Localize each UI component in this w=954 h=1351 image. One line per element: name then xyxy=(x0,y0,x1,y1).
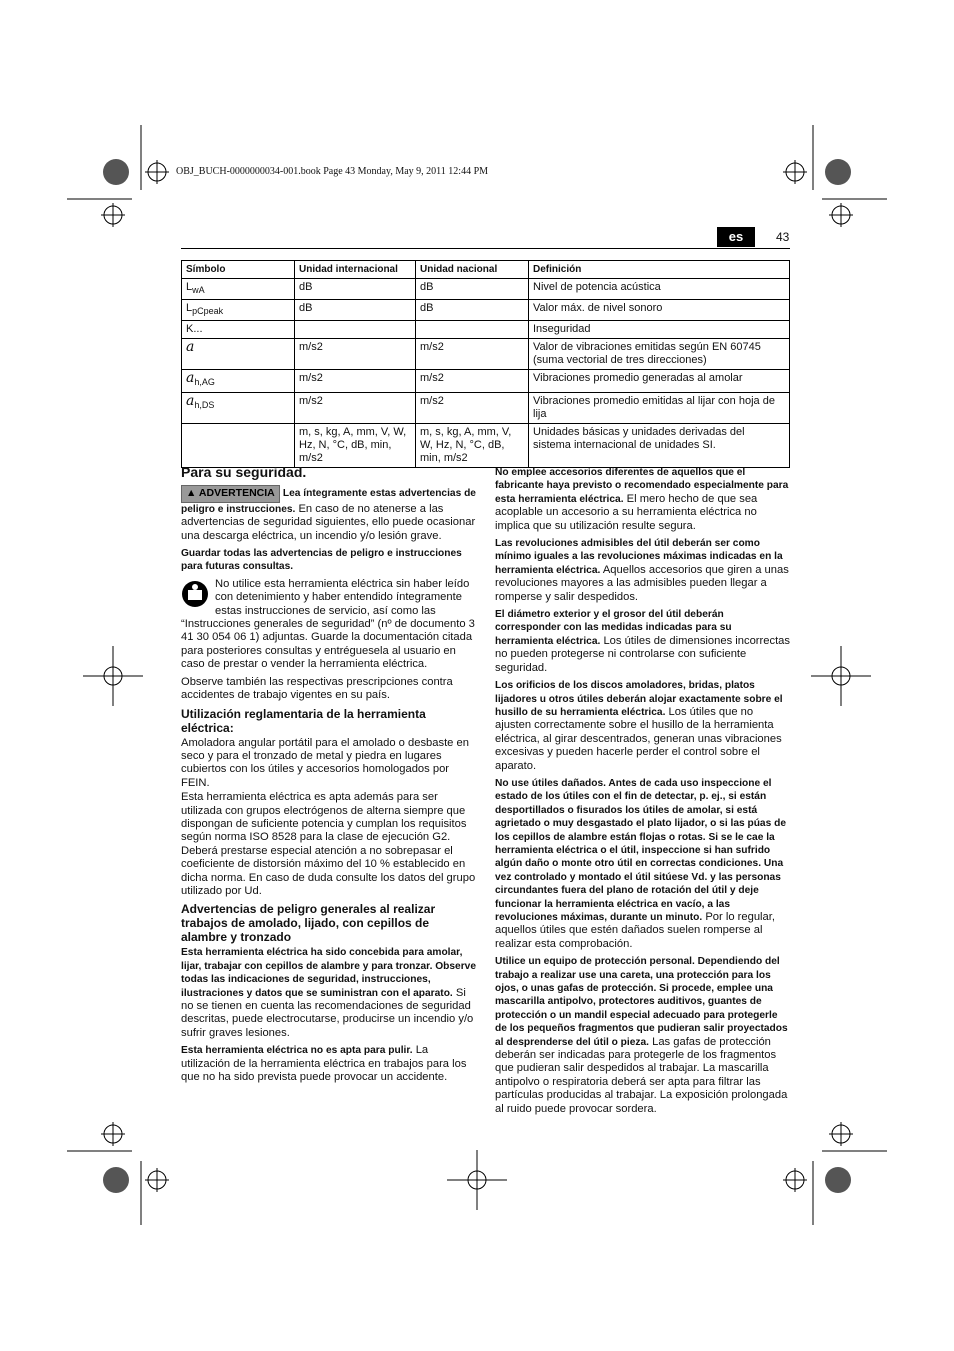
symbol-subscript: wA xyxy=(192,285,205,296)
speed-bold: Las revoluciones admisibles del útil deberán ser como mínimo iguales a las revoluciones máximas indicadas en la herramienta eléctrica. xyxy=(495,538,783,576)
symbol-cell xyxy=(182,423,295,467)
intl-cell: dB xyxy=(295,279,416,300)
page-number: 43 xyxy=(776,230,790,244)
diameter-bold: El diámetro exterior y el grosor del útil deberán corresponder con las medidas indicadas para su herramienta eléctrica. xyxy=(495,609,732,647)
symbol-cell xyxy=(182,370,295,392)
warning-text: En caso de no atenerse a las advertencias de seguridad siguientes, ello puede ocasionar una descarga eléctrica, un incendio y/o lesión grave. xyxy=(181,502,476,542)
intl-cell: dB xyxy=(295,300,416,321)
def-cell: Unidades básicas y unidades derivadas del sistema internacional de unidades SI. xyxy=(529,423,790,467)
col-header: Unidad nacional xyxy=(416,261,529,279)
general-bold: Esta herramienta eléctrica ha sido concebida para amolar, lijar, trabajar con cepillos de alambre y para tronzar. Observe todas las indicaciones de seguridad, instrucciones, ilustraciones y datos que se suministran con el aparato. xyxy=(181,947,476,999)
def-cell: Valor máx. de nivel sonoro xyxy=(529,300,790,321)
polish-text: La utilización de la herramienta eléctrica en trabajos para los que no ha sido prevista puede provocar un accidente. xyxy=(181,1044,467,1084)
table-row xyxy=(182,392,790,423)
nat-cell: m/s2 xyxy=(416,370,529,392)
warning-badge-label: ADVERTENCIA xyxy=(198,487,275,500)
read-manual-icon xyxy=(181,580,209,608)
manual-text: No utilice esta herramienta eléctrica sin haber leído con detenimiento y haber entendido íntegramente estas instrucciones de servicio, así como las “Instrucciones generales de seguridad” (nº de documento 3 41 30 054 06 1) adjuntas. Guarde la documentación citada para posteriores consultas y entréguesela al usuario en caso de prestar o vender la herramienta eléctrica. xyxy=(181,577,475,671)
symbol: a xyxy=(186,370,195,387)
nat-cell: dB xyxy=(416,279,529,300)
table-row xyxy=(182,370,790,392)
symbol: a xyxy=(186,339,195,356)
intl-cell xyxy=(295,321,416,339)
def-cell: Valor de vibraciones emitidas según EN 60745 (suma vectorial de tres direcciones) xyxy=(529,339,790,370)
diameter-text: Los útiles de dimensiones incorrectas no pueden protegerse ni controlarse con suficiente seguridad. xyxy=(495,634,790,674)
damaged-text: Por lo regular, aquellos útiles que estén dañados suelen romperse al realizar esta comprobación. xyxy=(495,911,775,950)
left-column xyxy=(181,466,477,1088)
symbol-cell xyxy=(182,339,295,370)
speed-text: Aquellos accesorios que giren a unas revoluciones mayores a las admisibles pueden llegar a romperse y salir despedidos. xyxy=(495,563,789,603)
use-paragraph-1: Amoladora angular portátil para el amolado o desbaste en seco y para el tronzado de metal y piedra en lugares cubiertos con los útiles y accesorios homologados por FEIN. xyxy=(181,736,469,789)
symbol-subscript: h,AG xyxy=(194,377,215,388)
print-header: OBJ_BUCH-0000000034-001.book Page 43 Monday, May 9, 2011 12:44 PM xyxy=(176,166,489,177)
symbol-cell xyxy=(182,392,295,423)
general-text: Si no se tienen en cuenta las recomendaciones de seguridad descritas, puede electrocutarse, producirse un incendio y/o sufrir graves lesiones. xyxy=(181,986,474,1039)
nat-cell: m, s, kg, A, mm, V, W, Hz, N, °C, dB, min, m/s2 xyxy=(416,423,529,467)
col-header: Símbolo xyxy=(182,261,295,279)
nat-cell: m/s2 xyxy=(416,392,529,423)
damaged-bold: No use útiles dañados. Antes de cada uso inspeccione el estado de los útiles con el fin de detectar, p. ej., si están desportillados o fisurados los útiles de amolar, si está agrietado o muy desgastado el plato lijador, o si las púas de los cepillos de alambre están flojas o rotas. Si se le cae la herramienta eléctrica o el útil, inspeccione si han sufrido algún daño o monte otro útil en correctas condiciones. Una vez controlado y montado el útil sitúese Vd. y las personas circundantes fuera del plano de rotación del útil y deje funcionar la herramienta eléctrica en vacío, a las revoluciones máximas, durante un minuto. xyxy=(495,777,786,923)
warning-badge: ▲ ADVERTENCIA xyxy=(181,485,280,502)
def-cell: Vibraciones promedio generadas al amolar xyxy=(529,370,790,392)
bore-bold: Los orificios de los discos amoladores, bridas, platos lijadores u otros útiles deberán alojar exactamente sobre el husillo de su herramienta eléctrica. xyxy=(495,680,783,718)
nat-cell xyxy=(416,321,529,339)
symbol-cell xyxy=(182,279,295,300)
def-cell: Nivel de potencia acústica xyxy=(529,279,790,300)
right-column xyxy=(495,466,790,1120)
general-heading: Advertencias de peligro generales al realizar trabajos de amolado, lijado, con cepillos de alambre y tronzado xyxy=(181,902,436,945)
polish-bold: Esta herramienta eléctrica no es apta para pulir. xyxy=(181,1045,413,1057)
intl-cell: m/s2 xyxy=(295,392,416,423)
symbol-subscript: pCpeak xyxy=(192,306,224,317)
symbol: K... xyxy=(186,323,203,336)
observe-text: Observe también las respectivas prescripciones contra accidentes de trabajo vigentes en su país. xyxy=(181,675,453,702)
col-header: Unidad internacional xyxy=(295,261,416,279)
section-title: Para su seguridad. xyxy=(181,464,307,480)
warning-bold: Lea íntegramente estas advertencias de peligro e instrucciones. xyxy=(181,488,476,515)
ppe-text: Las gafas de protección deberán ser indicadas para protegerle de los fragmentos que pudieran salir despedidos al trabajar. La mascarilla antipolvo o respiratoria deberá ser apta para filtrar las partículas producidas al trabajar. La exposición prolongada al ruido puede provocar sordera. xyxy=(495,1035,788,1115)
table-header-row xyxy=(182,261,790,279)
intl-cell: m/s2 xyxy=(295,370,416,392)
table-row xyxy=(182,339,790,370)
symbol-cell xyxy=(182,300,295,321)
top-rule xyxy=(181,248,790,249)
def-cell: Inseguridad xyxy=(529,321,790,339)
table-row xyxy=(182,423,790,467)
symbol: a xyxy=(186,392,195,409)
table-row xyxy=(182,321,790,339)
intl-cell: m, s, kg, A, mm, V, W, Hz, N, °C, dB, min, m/s2 xyxy=(295,423,416,467)
use-heading: Utilización reglamentaria de la herramienta eléctrica: xyxy=(181,706,426,735)
symbol-subscript: h,DS xyxy=(194,399,215,410)
nat-cell: dB xyxy=(416,300,529,321)
symbol: L xyxy=(186,281,193,293)
keep-instructions: Guardar todas las advertencias de peligro e instrucciones para futuras consultas. xyxy=(181,548,462,573)
table-row xyxy=(182,300,790,321)
accessories-text: El mero hecho de que sea acoplable un accesorio a su herramienta eléctrica no implica que su utilización resulte segura. xyxy=(495,492,758,532)
accessories-bold: No emplee accesorios diferentes de aquellos que el fabricante haya previsto o recomendado especialmente para esta herramienta eléctrica. xyxy=(495,467,789,505)
table-row xyxy=(182,279,790,300)
nat-cell: m/s2 xyxy=(416,339,529,370)
symbol-cell xyxy=(182,321,295,339)
symbol: L xyxy=(186,302,193,315)
def-cell: Vibraciones promedio emitidas al lijar con hoja de lija xyxy=(529,392,790,423)
symbol-table xyxy=(181,260,790,468)
ppe-bold: Utilice un equipo de protección personal. Dependiendo del trabajo a realizar use una careta, una protección para los ojos, o unas gafas de protección. Si procede, emplee una mascarilla antipolvo, protectores auditivos, guantes de protección o un mandil especial adecuado para protegerle de los pequeños fragmentos que pudieran salir proyectados al desprenderse del útil o pieza. xyxy=(495,956,788,1048)
use-paragraph-2: Esta herramienta eléctrica es apta además para ser utilizada con grupos electrógenos de alterna siempre que dispongan de suficiente potencia y cumplan los requisitos según norma ISO 8528 para la clase de ejecución G2. Deberá prestarse especial atención a no sobrepasar el coeficiente de distorsión máximo del 10 % establecido en dicha norma. En caso de duda consulte los datos del grupo utilizado por Ud. xyxy=(181,791,476,897)
language-tag: es xyxy=(717,227,755,247)
intl-cell: m/s2 xyxy=(295,339,416,370)
col-header: Definición xyxy=(529,261,790,279)
bore-text: Los útiles que no ajusten correctamente sobre el husillo de la herramienta eléctrica, al girar descentrados, generan unas vibraciones excesivas y pueden hacerle perder el control sobre el aparato. xyxy=(495,705,782,772)
